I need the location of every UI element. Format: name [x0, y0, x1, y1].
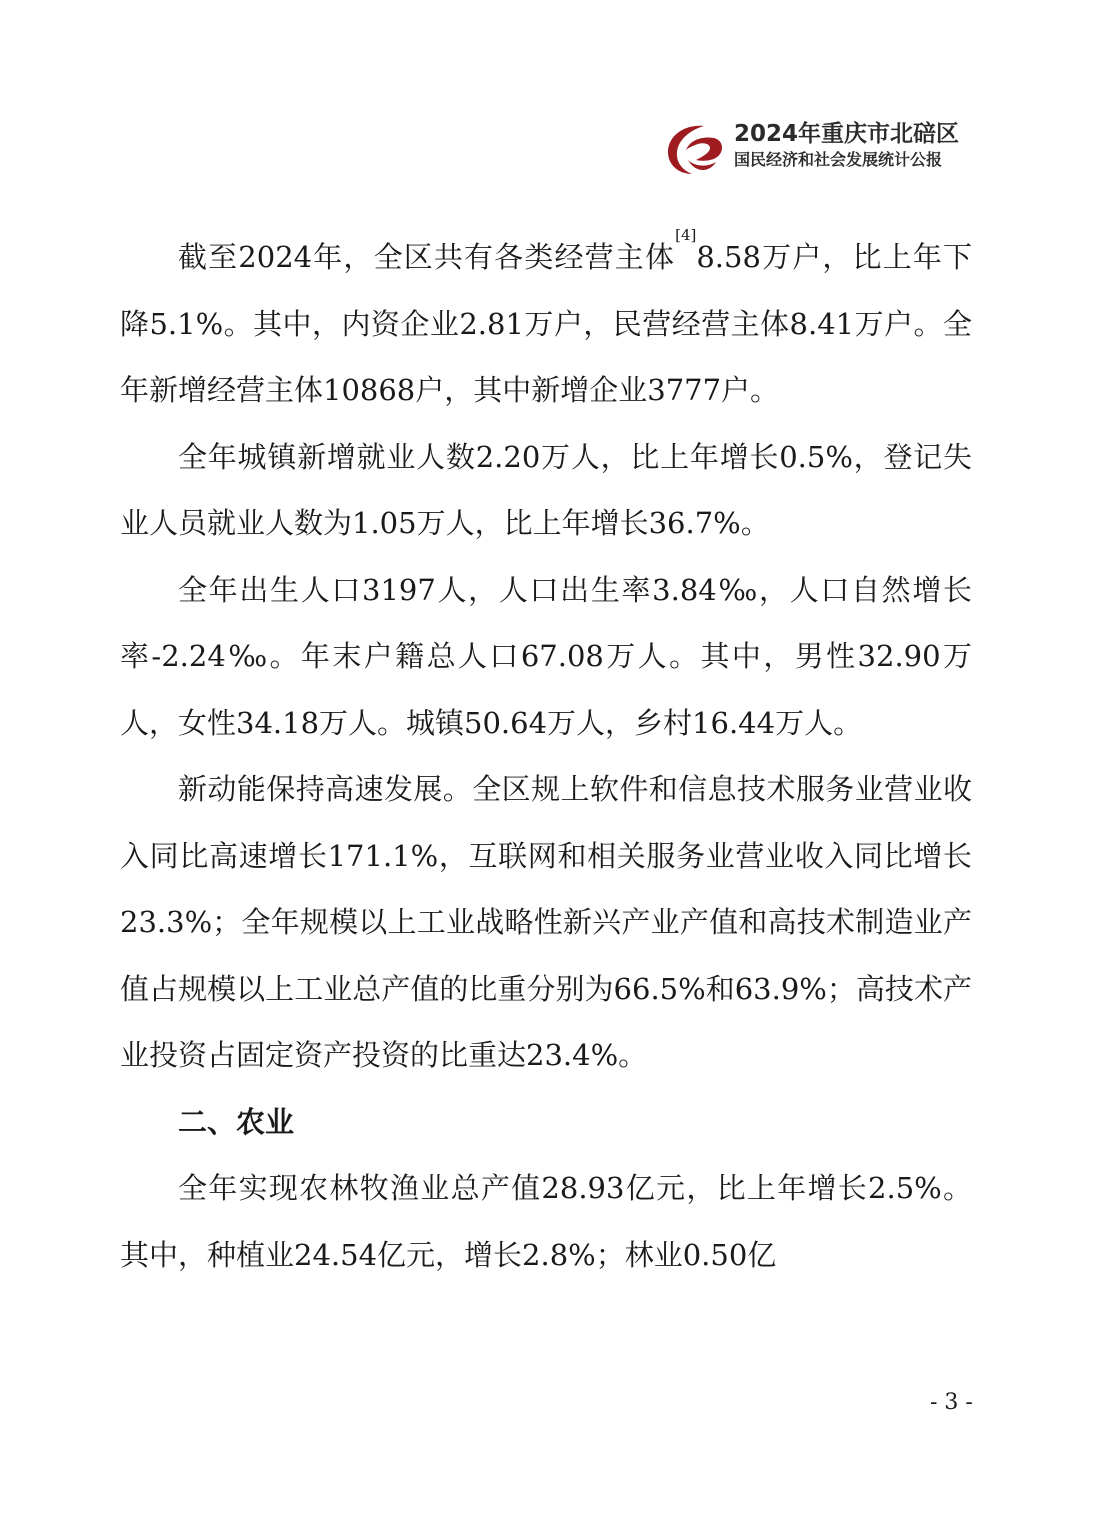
header-title-block	[734, 120, 959, 172]
paragraph-business-entities	[120, 224, 972, 424]
header-title: 2024年重庆市北碚区	[734, 121, 960, 147]
paragraph-agriculture: 全年实现农林牧渔业总产值28.93亿元，比上年增长2.5%。其中，种植业24.54亿元，增长2.8%；林业0.50亿	[120, 1171, 972, 1272]
statistics-logo-icon	[664, 120, 726, 178]
paragraph-new-momentum: 新动能保持高速发展。全区规上软件和信息技术服务业营业收入同比高速增长171.1%，互联网和相关服务业营业收入同比增长23.3%；全年规模以上工业战略性新兴产业产值和高技术制造业产值占规模以上工业总产值的比重分别为66.5%和63.9%；高技术产业投资占固定资产投资的比重达23.4%。	[120, 772, 972, 1072]
paragraph-text: 8.58万户，比上年下降5.1%。其中，内资企业2.81万户，民营经营主体8.41万户。全年新增经营主体10868户，其中新增企业3777户。	[120, 240, 972, 407]
paragraph-employment: 全年城镇新增就业人数2.20万人，比上年增长0.5%，登记失业人员就业人数为1.05万人，比上年增长36.7%。	[120, 439, 972, 540]
paragraph-population: 全年出生人口3197人，人口出生率3.84‰，人口自然增长率-2.24‰。年末户籍总人口67.08万人。其中，男性32.90万人，女性34.18万人。城镇50.64万人，乡村16.44万人。	[120, 572, 972, 740]
body-content	[120, 224, 972, 1288]
paragraph-text: 截至2024年，全区共有各类经营主体	[178, 240, 676, 274]
page-number: - 3 -	[930, 1390, 973, 1415]
header-subtitle: 国民经济和社会发展统计公报	[734, 150, 943, 169]
section-heading-agriculture: 二、农业	[178, 1104, 295, 1139]
report-header	[664, 118, 994, 182]
footnote-marker: [4]	[675, 226, 697, 244]
